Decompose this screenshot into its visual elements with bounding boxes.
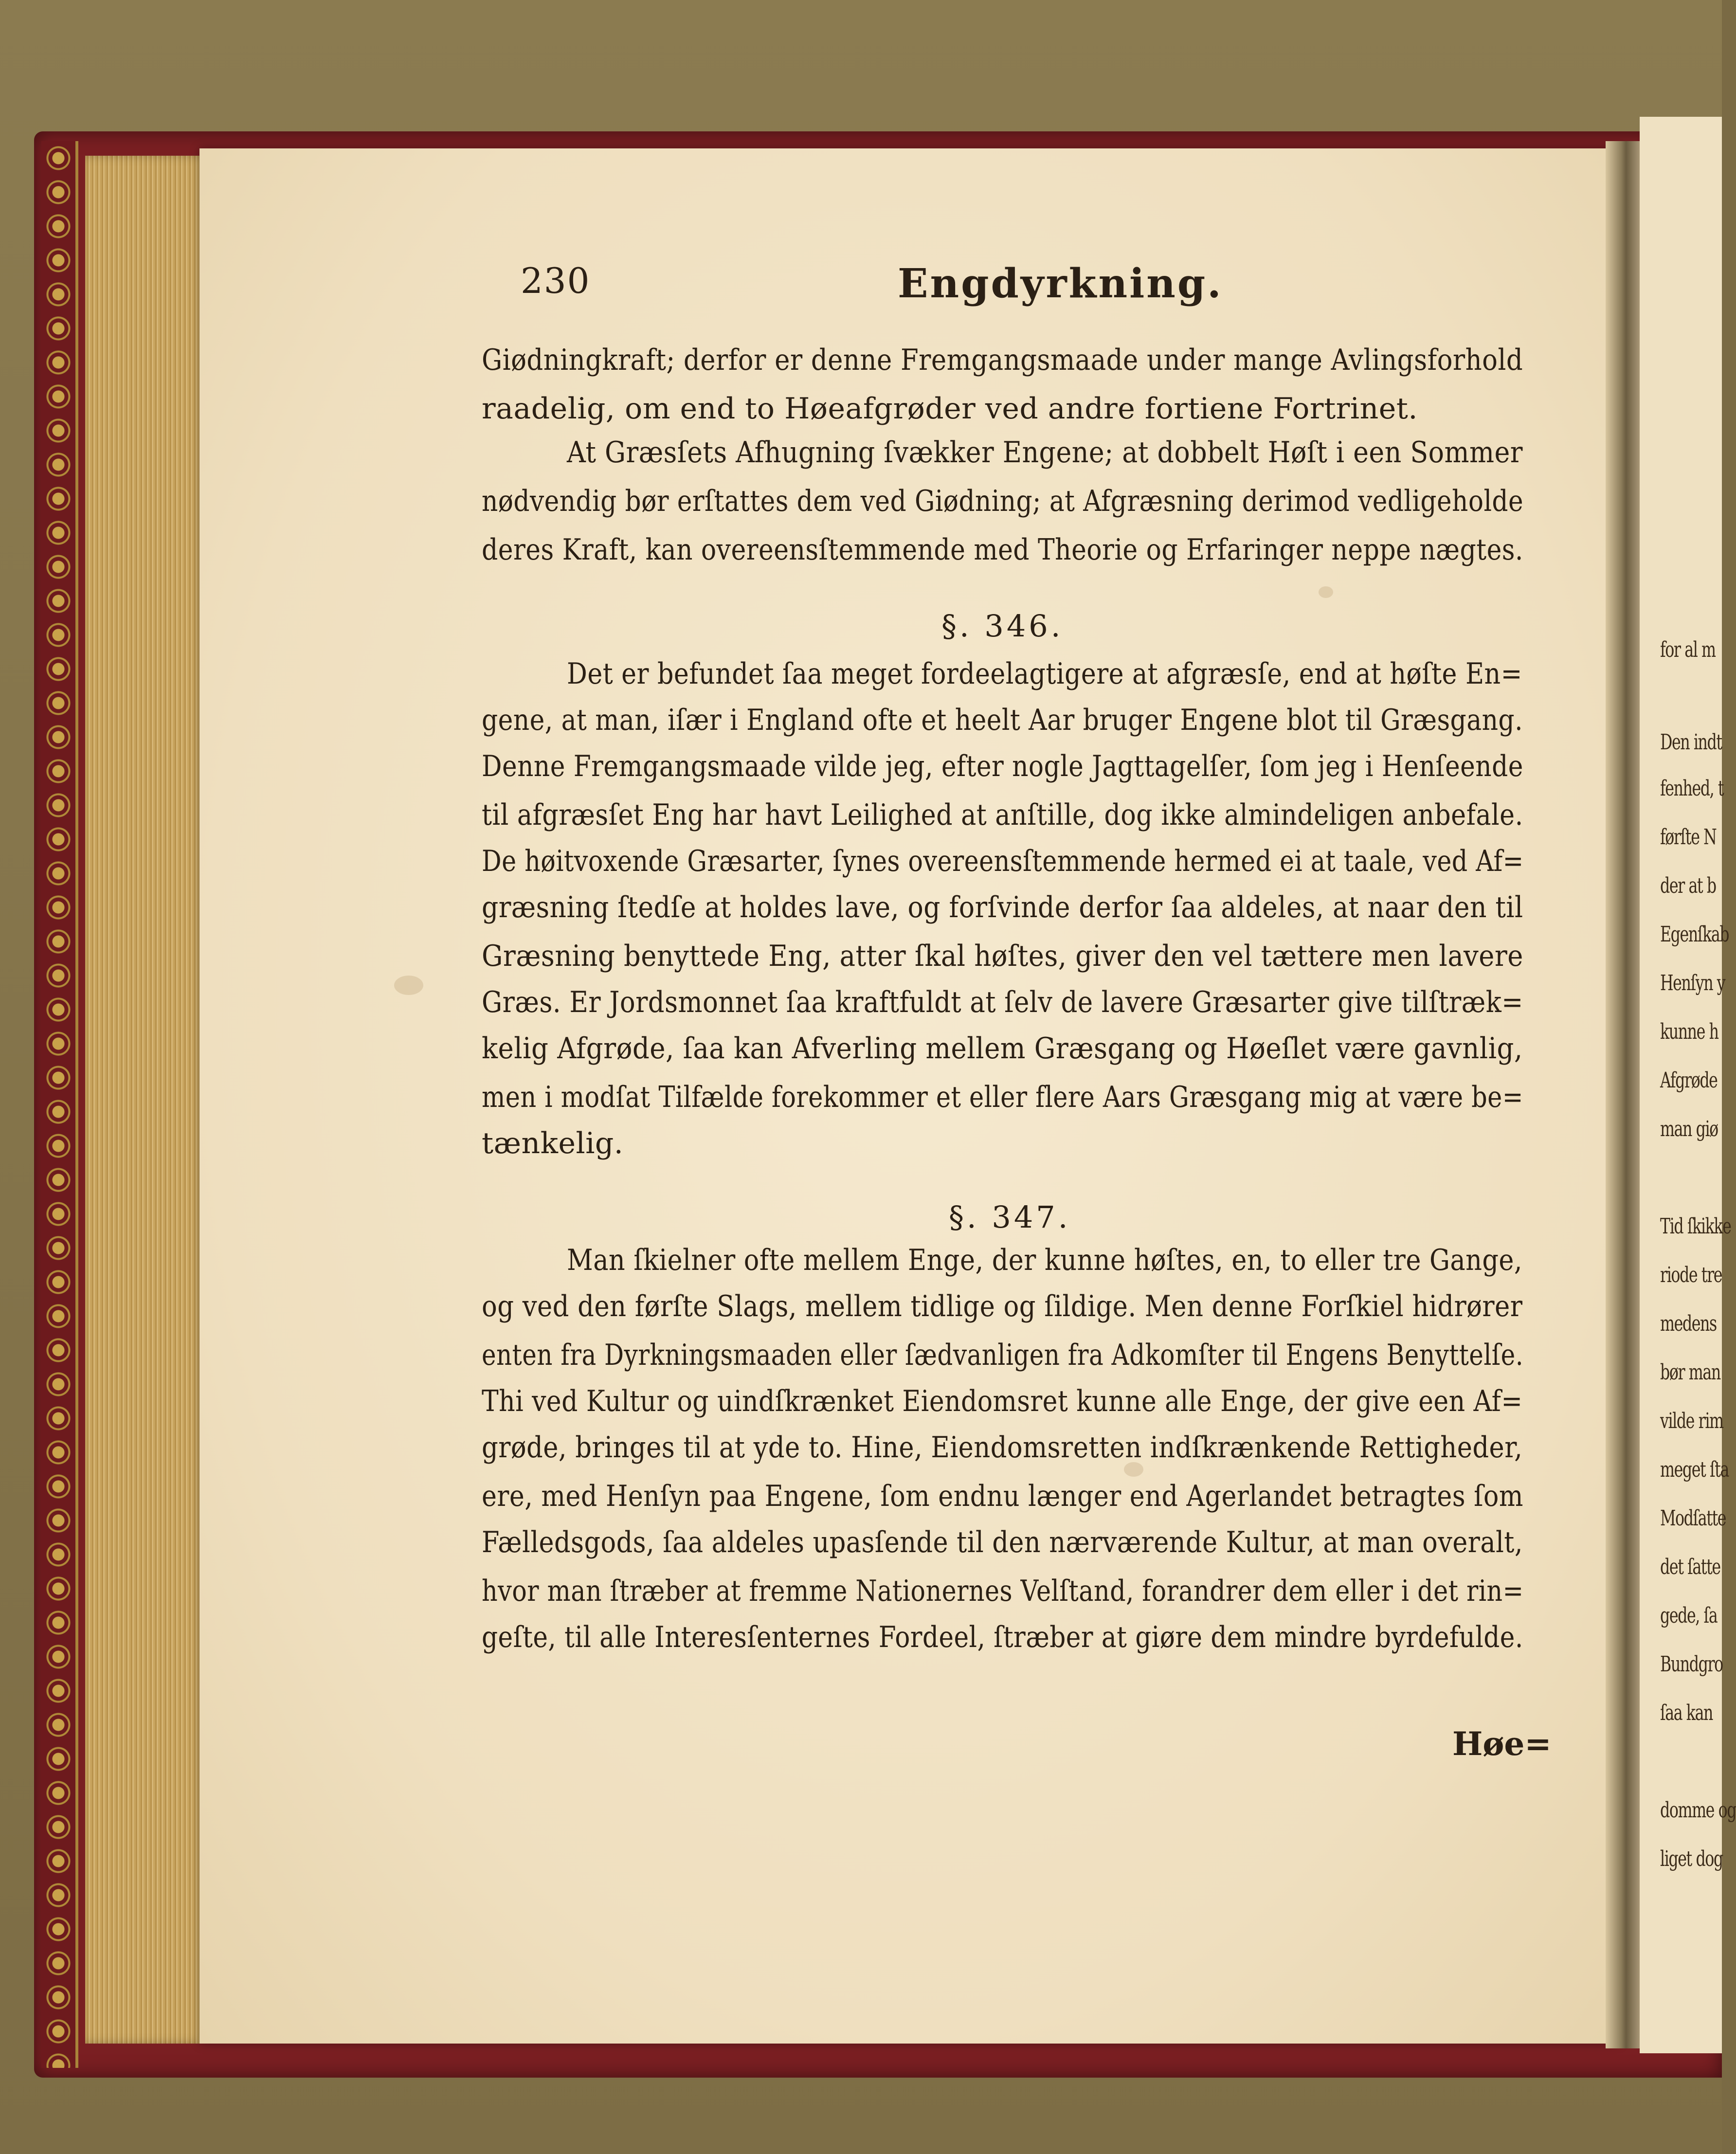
section-number: §. 346. [941,608,1064,644]
book-gutter [1606,141,1640,2048]
facing-page [1640,117,1736,2053]
facing-fragment: førſte N [1660,825,1717,850]
facing-fragment: fenhed, t [1660,776,1724,801]
text-line: Det er befundet ſaa meget fordeelagtigere at afgræsſe, end at høſte En= [567,657,1522,691]
text-line: ere, med Henſyn paa Engene, ſom endnu længer end Agerlandet betragtes ſom [482,1479,1523,1513]
text-line: Man ſkielner ofte mellem Enge, der kunne høſtes, en, to eller tre Gange, [567,1243,1523,1277]
text-line: til afgræsſet Eng har havt Leilighed at anſtille, dog ikke almindeligen anbefale. [482,798,1523,832]
facing-fragment: man giø [1660,1117,1718,1141]
facing-fragment: gede, ſa [1660,1603,1718,1628]
text-line: Giødningkraft; derfor er denne Fremgangsmaade under mange Avlingsforhold [482,343,1523,377]
text-line: og ved den førſte Slags, mellem tidlige og ſildige. Men denne Forſkiel hidrører [482,1289,1523,1323]
section-number: §. 347. [949,1199,1071,1235]
catchword: Høe= [1452,1725,1552,1763]
facing-fragment: meget ſta [1660,1457,1729,1482]
facing-fragment: kunne h [1660,1019,1718,1044]
text-line: At Græsſets Afhugning ſvækker Engene; at dobbelt Høſt i een Sommer [567,435,1523,470]
text-line: grøde, bringes til at yde to. Hine, Eiendomsretten indſkrænkende Rettigheder, [482,1430,1523,1465]
foxing-spot [1319,586,1333,598]
facing-fragment: riode tre [1660,1263,1722,1287]
facing-fragment: Egenſkab [1660,922,1729,947]
facing-fragment: liget dog [1660,1846,1723,1871]
text-line: Fælledsgods, ſaa aldeles upasſende til den nærværende Kultur, at man overalt, [482,1525,1523,1559]
facing-fragment: Den indt [1660,730,1722,755]
facing-fragment: Bundgro [1660,1652,1723,1677]
text-line: Thi ved Kultur og uindſkrænket Eiendomsret kunne alle Enge, der give een Af= [482,1384,1523,1418]
text-line: græsning ſtedſe at holdes lave, og forſvinde derfor ſaa aldeles, at naar den til [482,890,1523,924]
text-line: kelig Afgrøde, ſaa kan Afverling mellem Græsgang og Høeſlet være gavnlig, [482,1032,1523,1066]
text-line: enten fra Dyrkningsmaaden eller ſædvanligen fra Adkomſter til Engens Benyttelſe. [482,1338,1524,1372]
facing-fragment: domme og [1660,1798,1736,1823]
text-line: Denne Fremgangsmaade vilde jeg, efter nogle Jagttagelſer, ſom jeg i Henſeende [482,749,1523,783]
foxing-spot [394,976,423,995]
text-line: tænkelig. [482,1126,624,1160]
facing-fragment: vilde rim [1660,1409,1723,1433]
text-line: Græsning benyttede Eng, atter ſkal høſtes, giver den vel tættere men lavere [482,939,1523,973]
facing-fragment: Tid ſkikke [1660,1214,1731,1239]
text-line: hvor man ſtræber at fremme Nationernes Velſtand, forandrer dem eller i det rin= [482,1574,1524,1608]
facing-fragment: ſaa kan [1660,1701,1713,1725]
running-head: Engdyrkning. [898,260,1223,307]
gilt-tooled-border [41,141,78,2068]
facing-fragment: Henſyn y [1660,971,1725,996]
text-line: men i modſat Tilfælde forekommer et eller flere Aars Græsgang mig at være be= [482,1080,1523,1114]
page-number: 230 [521,260,591,301]
facing-fragment: det ſatte [1660,1555,1720,1579]
facing-fragment: Modſatte [1660,1506,1726,1531]
facing-fragment: der at b [1660,873,1716,898]
facing-fragment: for al m [1660,637,1716,662]
text-line: deres Kraft, kan overeensſtemmende med Theorie og Erfaringer neppe nægtes. [482,533,1523,567]
facing-fragment: medens [1660,1311,1717,1336]
text-line: raadelig, om end to Høeafgrøder ved andre fortiene Fortrinet. [482,392,1418,426]
text-line: Græs. Er Jordsmonnet ſaa kraftfuldt at ſelv de lavere Græsarter give tilſtræk= [482,985,1523,1019]
text-line: De høitvoxende Græsarter, ſynes overeensſtemmende hermed ei at taale, ved Af= [482,844,1524,878]
text-line: gene, at man, iſær i England ofte et heelt Aar bruger Engene blot til Græsgang. [482,703,1523,737]
facing-fragment: bør man [1660,1360,1720,1385]
facing-fragment: Afgrøde [1660,1068,1718,1093]
page-edges [85,156,209,2044]
text-line: nødvendig bør erſtattes dem ved Giødning; at Afgræsning derimod vedligeholde [482,484,1524,518]
text-line: geſte, til alle Interesſenternes Fordeel, ſtræber at giøre dem mindre byrdefulde. [482,1620,1523,1654]
